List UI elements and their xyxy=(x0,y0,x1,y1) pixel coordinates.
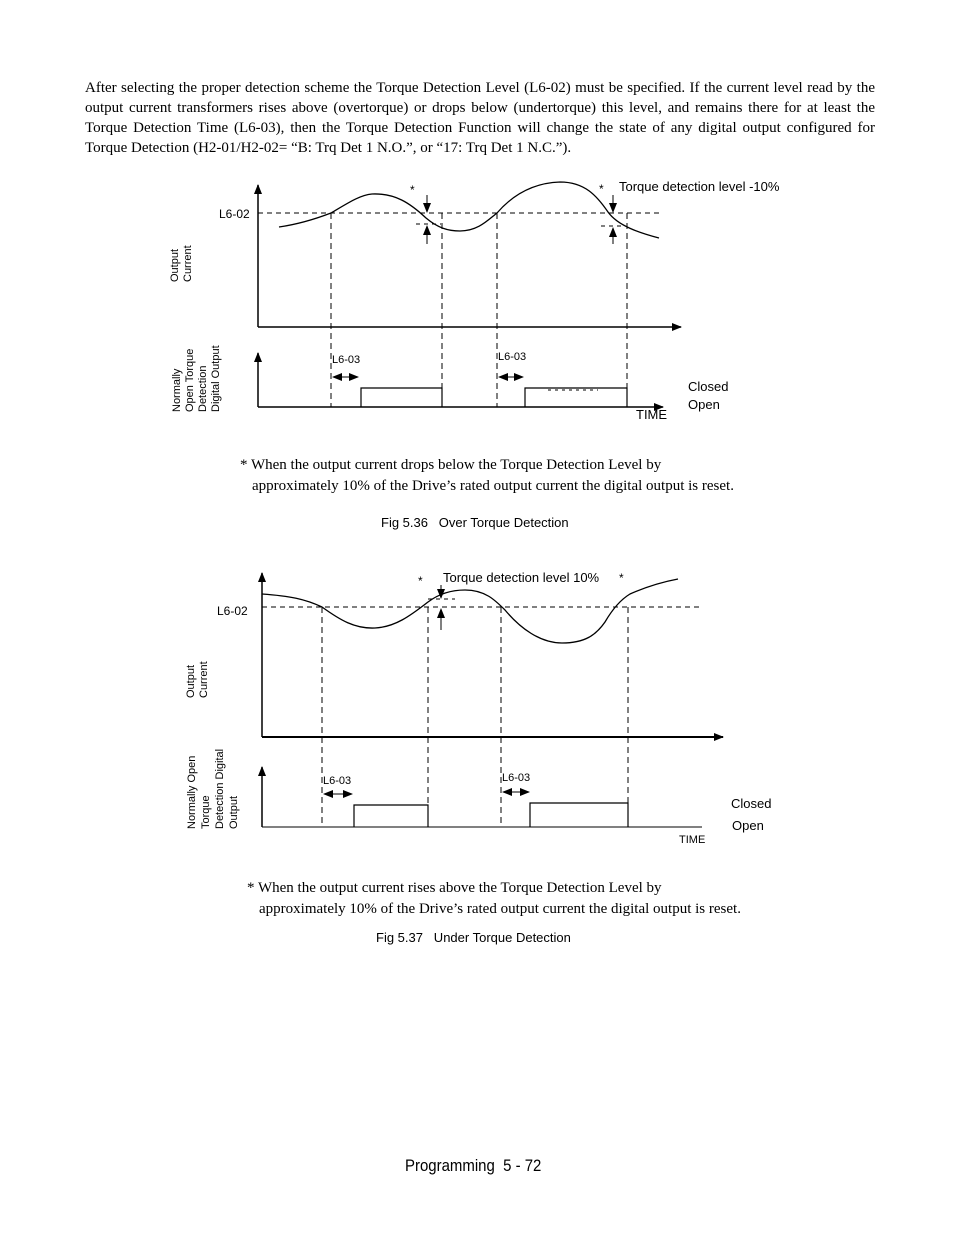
under-level-label: L6-02 xyxy=(217,604,248,618)
over-star-2: * xyxy=(599,182,604,196)
under-open-label: Open xyxy=(732,818,764,833)
over-delay-label-2: L6-03 xyxy=(498,351,527,363)
svg-text:Current: Current xyxy=(198,661,210,698)
over-hysteresis-label: Torque detection level -10% xyxy=(619,179,780,194)
under-delay-label-1: L6-03 xyxy=(323,775,352,787)
svg-text:Torque: Torque xyxy=(200,795,212,829)
over-note-line-1: * When the output current drops below the Torque Detection Level by xyxy=(240,457,662,473)
under-torque-caption: Fig 5.37 Under Torque Detection xyxy=(376,930,571,945)
under-note-line-2: approximately 10% of the Drive’s rated output current the digital output is reset. xyxy=(259,901,741,917)
over-digital-label xyxy=(171,345,222,412)
svg-text:Output: Output xyxy=(228,795,240,829)
svg-text:Open Torque: Open Torque xyxy=(184,348,196,412)
svg-text:Output: Output xyxy=(169,248,181,282)
svg-text:Digital Output: Digital Output xyxy=(210,345,222,412)
svg-text:Output: Output xyxy=(185,664,197,698)
under-current-curve xyxy=(262,579,678,643)
over-note-line-2: approximately 10% of the Drive’s rated output current the digital output is reset. xyxy=(252,478,734,494)
under-closed-label: Closed xyxy=(731,796,772,811)
over-torque-note xyxy=(240,455,734,497)
under-torque-note xyxy=(247,878,741,920)
over-open-label: Open xyxy=(688,397,720,412)
over-time-label: TIME xyxy=(636,407,668,422)
under-delay-label-2: L6-03 xyxy=(502,772,531,784)
intro-paragraph: After selecting the proper detection scheme the Torque Detection Level (L6-02) must be specified. If the current level read by the output current transformers rises above (overtorque) or drops below (undertorque) this level, and remains there for at least the Torque Detection Time (L6-03), then the Torque Detection Function will change the state of any digital output configured for Torque Detection (H2-01/H2-02= “B: Trq Det 1 N.O.”, or “17: Trq Det 1 N.C.”). xyxy=(85,80,875,156)
svg-text:Normally: Normally xyxy=(171,368,183,412)
under-ylabel xyxy=(185,661,210,698)
under-output-pulse-1 xyxy=(354,805,428,827)
over-delay-label-1: L6-03 xyxy=(332,354,361,366)
over-torque-caption: Fig 5.36 Over Torque Detection xyxy=(381,515,569,530)
over-star-1: * xyxy=(410,183,415,197)
svg-text:Current: Current xyxy=(182,245,194,282)
under-digital-label xyxy=(186,749,240,829)
over-level-label: L6-02 xyxy=(219,207,250,221)
under-torque-figure xyxy=(185,570,771,846)
under-output-pulse-2 xyxy=(530,803,628,827)
under-time-label: TIME xyxy=(679,834,706,846)
over-ylabel xyxy=(169,245,194,282)
over-output-pulse-2 xyxy=(525,388,627,407)
over-torque-figure xyxy=(169,179,780,422)
svg-text:Normally Open: Normally Open xyxy=(186,755,198,829)
over-output-pulse-1 xyxy=(361,388,442,407)
page-footer: Programming 5 - 72 xyxy=(405,1156,542,1175)
over-closed-label: Closed xyxy=(688,379,729,394)
under-note-line-1: * When the output current rises above the Torque Detection Level by xyxy=(247,880,662,896)
under-star-1: * xyxy=(418,574,423,588)
svg-text:Detection Digital: Detection Digital xyxy=(214,748,226,829)
svg-text:Detection: Detection xyxy=(197,365,209,412)
under-hysteresis-label: Torque detection level 10% xyxy=(443,570,600,585)
under-star-2: * xyxy=(619,571,624,585)
